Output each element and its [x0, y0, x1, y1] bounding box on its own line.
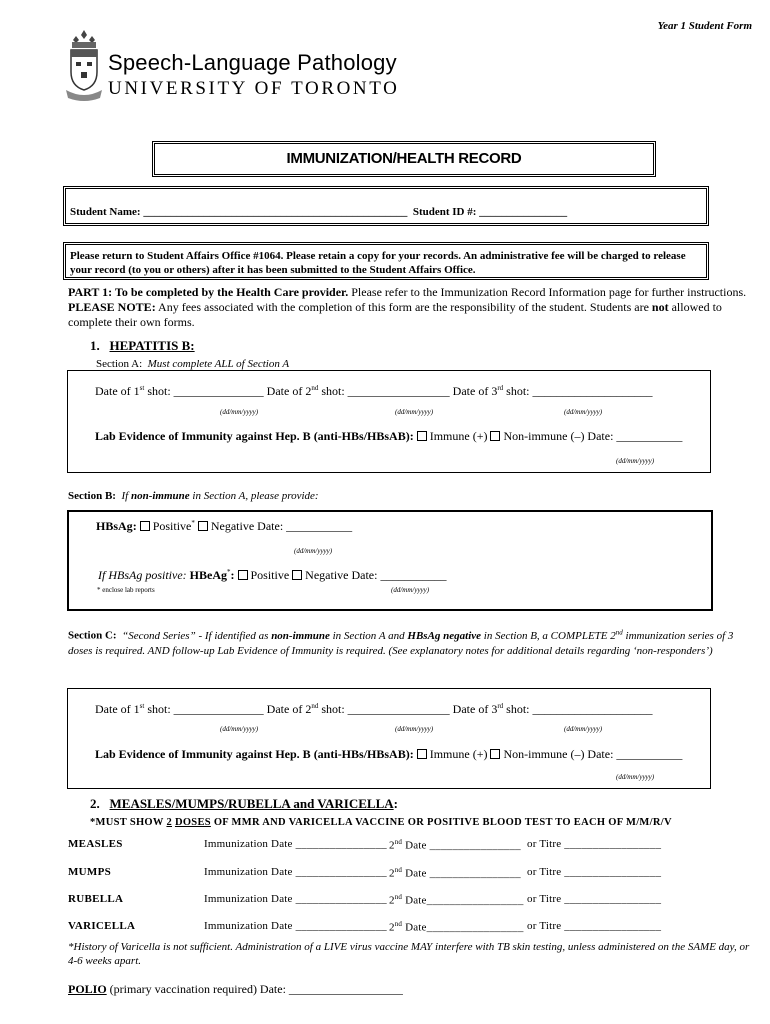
- section-b-box: [67, 510, 713, 611]
- section-a-label: [96, 358, 289, 370]
- section-a-title: Section A:: [96, 358, 143, 370]
- sa-fmt-3: (dd/mm/yyyy): [564, 408, 603, 416]
- varicella-note: *History of Varicella is not sufficient. Administration of a LIVE virus vaccine MAY interfere with TB skin testing, unless administered on the SAME day, or 4-6 weeks apart.: [68, 941, 750, 967]
- polio-row: [68, 982, 403, 997]
- sb-fmt-1: (dd/mm/yyyy): [294, 547, 333, 555]
- university-name: UNIVERSITY OF TORONTO: [108, 78, 400, 99]
- rubella-2nd-date[interactable]: 2nd Date_________________: [389, 893, 524, 907]
- please-note-not: not: [651, 300, 669, 314]
- section-c-box: [67, 688, 711, 789]
- university-crest-logo: [62, 28, 106, 106]
- varicella-2nd-date[interactable]: 2nd Date_________________: [389, 920, 524, 934]
- mmr-heading: 2. MEASLES/MUMPS/RUBELLA and VARICELLA:: [90, 796, 398, 811]
- sc-nonimmune-checkbox[interactable]: [490, 749, 500, 759]
- student-id-label: Student ID #:: [412, 206, 477, 218]
- sa-lab-label: Lab Evidence of Immunity against Hep. B (anti-HBs/HBsAB): [95, 429, 410, 443]
- section-b-label: Section B: If non-immune in Section A, please provide:: [68, 490, 319, 502]
- form-tag: Year 1 Student Form: [657, 20, 752, 32]
- please-note-text: Any fees associated with the completion of this form are the responsibility of the student. Students are: [158, 300, 649, 314]
- mmr-requirement: *MUST SHOW 2 DOSES OF MMR AND VARICELLA VACCINE OR POSITIVE BLOOD TEST TO EACH OF M/M/R/V: [90, 817, 672, 828]
- varicella-imm-date[interactable]: Immunization Date ________________: [204, 920, 387, 932]
- please-note-label: PLEASE NOTE:: [68, 300, 156, 314]
- sc-shot-row: Date of 1st shot: _______________ Date of 2nd shot: _________________ Date of 3rd shot: ____________________: [95, 702, 653, 716]
- department-name: Speech-Language Pathology: [108, 50, 397, 75]
- sc-fmt-3: (dd/mm/yyyy): [564, 725, 603, 733]
- mumps-titre[interactable]: or Titre _________________: [527, 866, 662, 878]
- part1-lead-rest: Please refer to the Immunization Record Information page for further instructions.: [351, 285, 747, 299]
- sb-hbeag-date-field[interactable]: ___________: [380, 568, 447, 582]
- rubella-label: RUBELLA: [68, 893, 124, 905]
- sa-shot1-field[interactable]: _______________: [173, 384, 264, 398]
- student-name-field[interactable]: ________________________________________________: [143, 206, 408, 218]
- enclose-lab-note: * enclose lab reports: [97, 586, 155, 594]
- sa-shot3-field[interactable]: ____________________: [532, 384, 653, 398]
- measles-titre[interactable]: or Titre _________________: [527, 838, 662, 850]
- sc-shot1-field[interactable]: _______________: [173, 702, 264, 716]
- section-a-note: Must complete ALL of Section A: [147, 358, 290, 370]
- measles-imm-date[interactable]: Immunization Date ________________: [204, 838, 387, 850]
- student-info-box: [63, 186, 709, 226]
- measles-label: MEASLES: [68, 838, 123, 850]
- section-a-box: [67, 370, 711, 473]
- section-a-shot-row: Date of 1st shot: _______________ Date of 2nd shot: _________________ Date of 3rd shot: ____________________: [95, 384, 653, 398]
- sa-lab-date-field[interactable]: ___________: [616, 429, 683, 443]
- sa-shot2-field[interactable]: _________________: [347, 384, 450, 398]
- sa-lab-fmt: (dd/mm/yyyy): [616, 457, 655, 465]
- section-c-text: Section C: “Second Series” - If identified as non-immune in Section A and HBsAg negative in Section B, a COMPLETE 2nd immunization series of 3 doses is required. AND follow-up Lab Evidence of Immunity is required. (See explanatory notes for additional details regarding ‘non-responders’): [68, 628, 734, 657]
- sb-hbeag-row: If HBsAg positive: HBeAg*: Positive Negative Date: ___________: [98, 568, 447, 582]
- return-notice-text: Please return to Student Affairs Office #1064. Please retain a copy for your records. An administrative fee will be charged to release your record (to you or others) after it has been submitted to the Student Affairs Office.: [70, 250, 686, 276]
- sa-lab-row: Lab Evidence of Immunity against Hep. B (anti-HBs/HBsAB): Immune (+) Non-immune (–) Date: ___________: [95, 429, 683, 443]
- polio-label: POLIO: [68, 982, 107, 996]
- sc-lab-fmt: (dd/mm/yyyy): [616, 773, 655, 781]
- rubella-imm-date[interactable]: Immunization Date ________________: [204, 893, 387, 905]
- hepatitis-number: 1.: [90, 338, 100, 353]
- student-name-label: Student Name:: [70, 206, 141, 218]
- sa-immune-checkbox[interactable]: [417, 431, 427, 441]
- student-info-line: [70, 206, 567, 218]
- varicella-titre[interactable]: or Titre _________________: [527, 920, 662, 932]
- sb-positive-checkbox[interactable]: [140, 521, 150, 531]
- sc-lab-row: Lab Evidence of Immunity against Hep. B (anti-HBs/HBsAB): Immune (+) Non-immune (–) Date: ___________: [95, 747, 683, 761]
- mumps-imm-date[interactable]: Immunization Date ________________: [204, 866, 387, 878]
- sa-nonimmune-checkbox[interactable]: [490, 431, 500, 441]
- student-id-field[interactable]: ________________: [479, 206, 568, 218]
- mumps-label: MUMPS: [68, 866, 112, 878]
- sc-fmt-1: (dd/mm/yyyy): [220, 725, 259, 733]
- sb-negative-checkbox[interactable]: [198, 521, 208, 531]
- sb-hbeag-positive-checkbox[interactable]: [238, 570, 248, 580]
- return-notice-box: [63, 242, 709, 280]
- part1-lead: PART 1: To be completed by the Health Care provider.: [68, 285, 349, 299]
- part1-instructions: [68, 285, 758, 330]
- sc-shot2-field[interactable]: _________________: [347, 702, 450, 716]
- sc-fmt-2: (dd/mm/yyyy): [395, 725, 434, 733]
- rubella-titre[interactable]: or Titre _________________: [527, 893, 662, 905]
- sb-fmt-2: (dd/mm/yyyy): [391, 586, 430, 594]
- mumps-2nd-date[interactable]: 2nd Date ________________: [389, 866, 521, 880]
- sb-hbeag-negative-checkbox[interactable]: [292, 570, 302, 580]
- mmr-title: MEASLES/MUMPS/RUBELLA and VARICELLA: [109, 796, 394, 811]
- hepatitis-heading: [90, 338, 195, 354]
- sc-lab-date-field[interactable]: ___________: [616, 747, 683, 761]
- form-title: IMMUNIZATION/HEALTH RECORD: [152, 141, 656, 177]
- sb-hbsag-row: HBsAg: Positive* Negative Date: ___________: [96, 519, 353, 533]
- sa-fmt-1: (dd/mm/yyyy): [220, 408, 259, 416]
- varicella-label: VARICELLA: [68, 920, 136, 932]
- sb-negative-date-field[interactable]: ___________: [286, 519, 353, 533]
- sa-fmt-2: (dd/mm/yyyy): [395, 408, 434, 416]
- measles-2nd-date[interactable]: 2nd Date ________________: [389, 838, 521, 852]
- please-note-end: allowed to complete their own forms.: [68, 300, 722, 329]
- sc-shot3-field[interactable]: ____________________: [532, 702, 653, 716]
- sc-immune-checkbox[interactable]: [417, 749, 427, 759]
- hepatitis-title: HEPATITIS B:: [109, 338, 195, 353]
- polio-date-field[interactable]: (primary vaccination required) Date: ___________________: [106, 982, 403, 996]
